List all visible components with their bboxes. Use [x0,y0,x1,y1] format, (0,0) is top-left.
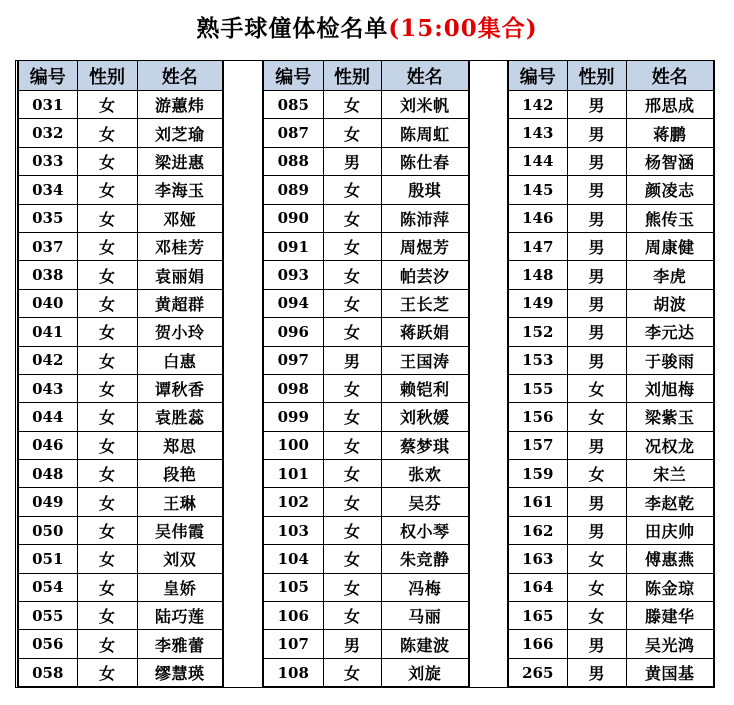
table-header-row [18,61,223,91]
table-row [508,602,714,630]
table-row [18,374,223,402]
cell-gender: 女 [567,602,626,630]
cell-number: 033 [18,147,77,175]
cell-name: 王国涛 [381,346,469,374]
cell-number: 161 [508,488,567,516]
cell-number: 101 [263,460,323,488]
cell-number: 100 [263,431,323,459]
cell-name: 刘双 [137,545,223,573]
cell-number: 051 [18,545,77,573]
table-row [18,658,223,687]
cell-name: 于骏雨 [626,346,714,374]
cell-name: 梁紫玉 [626,403,714,431]
cell-gender: 女 [323,289,381,317]
cell-number: 094 [263,289,323,317]
cell-number: 055 [18,602,77,630]
cell-name: 王长芝 [381,289,469,317]
cell-name: 段艳 [137,460,223,488]
header-gender: 性别 [567,61,626,91]
cell-name: 陈金琼 [626,573,714,601]
table-row [508,289,714,317]
cell-name: 周煜芳 [381,232,469,260]
cell-number: 096 [263,318,323,346]
cell-number: 159 [508,460,567,488]
table-row [508,91,714,119]
cell-name: 邓桂芳 [137,232,223,260]
cell-name: 吴伟霞 [137,516,223,544]
cell-name: 袁胜蕊 [137,403,223,431]
cell-name: 吴光鸿 [626,630,714,658]
table-row [263,403,469,431]
cell-name: 蒋跃娟 [381,318,469,346]
cell-number: 162 [508,516,567,544]
cell-name: 蔡梦琪 [381,431,469,459]
cell-name: 袁丽娟 [137,261,223,289]
table-row [508,318,714,346]
table-row [18,232,223,260]
cell-number: 089 [263,176,323,204]
table-row [18,488,223,516]
table-row [18,460,223,488]
cell-number: 098 [263,374,323,402]
cell-gender: 男 [567,658,626,687]
cell-name: 刘秋媛 [381,403,469,431]
cell-number: 090 [263,204,323,232]
cell-number: 163 [508,545,567,573]
table-row [18,630,223,658]
cell-gender: 女 [567,403,626,431]
table-row [263,658,469,687]
cell-gender: 女 [77,630,137,658]
cell-name: 马丽 [381,602,469,630]
cell-name: 邓娅 [137,204,223,232]
table-row [18,261,223,289]
header-gender: 性别 [77,61,137,91]
cell-number: 142 [508,91,567,119]
table-row [508,346,714,374]
cell-name: 谭秋香 [137,374,223,402]
table-row [18,346,223,374]
cell-name: 陈仕春 [381,147,469,175]
cell-number: 044 [18,403,77,431]
cell-name: 白惠 [137,346,223,374]
table-row [508,403,714,431]
table-row [263,204,469,232]
cell-number: 155 [508,374,567,402]
table-row [18,573,223,601]
cell-number: 056 [18,630,77,658]
cell-number: 165 [508,602,567,630]
cell-name: 赖铠利 [381,374,469,402]
cell-gender: 男 [323,346,381,374]
title-assembly-time: (15:00集合) [388,15,538,42]
cell-gender: 女 [323,261,381,289]
cell-gender: 男 [567,346,626,374]
roster-table-3 [507,60,715,688]
cell-number: 093 [263,261,323,289]
cell-gender: 女 [323,602,381,630]
cell-number: 144 [508,147,567,175]
table-row [263,573,469,601]
table-row [18,204,223,232]
cell-number: 108 [263,658,323,687]
cell-number: 164 [508,573,567,601]
cell-number: 153 [508,346,567,374]
cell-gender: 女 [77,289,137,317]
table-row [263,261,469,289]
roster-table-2 [262,60,470,688]
cell-gender: 男 [567,289,626,317]
cell-gender: 女 [77,204,137,232]
cell-gender: 女 [77,261,137,289]
table-row [263,488,469,516]
cell-number: 054 [18,573,77,601]
table-row [263,516,469,544]
roster-table-1 [17,60,224,688]
cell-name: 傅惠燕 [626,545,714,573]
table-row [508,261,714,289]
cell-name: 李海玉 [137,176,223,204]
cell-gender: 女 [77,545,137,573]
table-row [508,204,714,232]
table-row [263,119,469,147]
cell-gender: 男 [323,630,381,658]
cell-gender: 女 [323,545,381,573]
cell-gender: 女 [323,318,381,346]
cell-gender: 女 [323,374,381,402]
cell-name: 李虎 [626,261,714,289]
cell-gender: 女 [77,119,137,147]
cell-number: 104 [263,545,323,573]
cell-number: 148 [508,261,567,289]
cell-gender: 女 [77,658,137,687]
cell-number: 265 [508,658,567,687]
table-row [18,91,223,119]
table-row [508,545,714,573]
table-row [508,460,714,488]
cell-name: 陈周虹 [381,119,469,147]
cell-gender: 男 [567,91,626,119]
table-row [263,630,469,658]
header-number: 编号 [263,61,323,91]
table-row [263,602,469,630]
cell-gender: 男 [323,147,381,175]
table-row [18,147,223,175]
cell-name: 宋兰 [626,460,714,488]
cell-number: 043 [18,374,77,402]
cell-gender: 男 [567,488,626,516]
cell-gender: 女 [77,318,137,346]
cell-gender: 女 [323,431,381,459]
cell-gender: 女 [77,460,137,488]
header-name: 姓名 [381,61,469,91]
cell-name: 李元达 [626,318,714,346]
header-name: 姓名 [626,61,714,91]
cell-name: 冯梅 [381,573,469,601]
table-row [263,346,469,374]
table-row [263,318,469,346]
cell-gender: 女 [77,232,137,260]
table-row [18,516,223,544]
cell-number: 105 [263,573,323,601]
cell-gender: 女 [77,176,137,204]
table-row [18,176,223,204]
table-row [18,403,223,431]
cell-gender: 男 [567,119,626,147]
cell-number: 146 [508,204,567,232]
cell-name: 吴芬 [381,488,469,516]
cell-gender: 男 [567,630,626,658]
table-row [263,545,469,573]
cell-name: 陆巧莲 [137,602,223,630]
cell-name: 黄国基 [626,658,714,687]
cell-gender: 女 [77,147,137,175]
cell-gender: 女 [77,488,137,516]
cell-name: 李雅蕾 [137,630,223,658]
cell-name: 胡波 [626,289,714,317]
cell-name: 郑思 [137,431,223,459]
table-row [263,147,469,175]
cell-name: 权小琴 [381,516,469,544]
cell-name: 刘旋 [381,658,469,687]
cell-number: 156 [508,403,567,431]
cell-name: 田庆帅 [626,516,714,544]
cell-number: 103 [263,516,323,544]
table-row [18,289,223,317]
cell-number: 097 [263,346,323,374]
cell-gender: 女 [567,545,626,573]
cell-name: 皇娇 [137,573,223,601]
cell-name: 周康健 [626,232,714,260]
table-row [263,176,469,204]
cell-gender: 女 [77,431,137,459]
cell-number: 166 [508,630,567,658]
table-row [263,431,469,459]
cell-number: 041 [18,318,77,346]
cell-number: 040 [18,289,77,317]
cell-name: 熊传玉 [626,204,714,232]
cell-gender: 女 [77,91,137,119]
cell-gender: 女 [77,346,137,374]
table-row [508,630,714,658]
cell-name: 刘米帆 [381,91,469,119]
table-row [508,119,714,147]
cell-number: 034 [18,176,77,204]
cell-name: 蒋鹏 [626,119,714,147]
cell-name: 邢思成 [626,91,714,119]
cell-number: 087 [263,119,323,147]
cell-gender: 女 [77,573,137,601]
table-row [263,374,469,402]
cell-gender: 男 [567,261,626,289]
cell-name: 刘旭梅 [626,374,714,402]
cell-gender: 女 [323,488,381,516]
cell-gender: 女 [323,460,381,488]
cell-name: 游蕙炜 [137,91,223,119]
cell-name: 张欢 [381,460,469,488]
cell-number: 152 [508,318,567,346]
cell-gender: 女 [323,658,381,687]
cell-name: 李赵乾 [626,488,714,516]
cell-gender: 男 [567,318,626,346]
table-row [18,318,223,346]
table-row [508,516,714,544]
cell-name: 帕芸汐 [381,261,469,289]
table-row [508,573,714,601]
table-row [263,460,469,488]
cell-name: 况权龙 [626,431,714,459]
table-header-row [508,61,714,91]
cell-number: 106 [263,602,323,630]
cell-name: 颜凌志 [626,176,714,204]
header-gender: 性别 [323,61,381,91]
cell-gender: 女 [323,176,381,204]
cell-gender: 女 [323,91,381,119]
cell-number: 099 [263,403,323,431]
table-row [508,232,714,260]
table-header-row [263,61,469,91]
cell-name: 陈建波 [381,630,469,658]
cell-gender: 男 [567,232,626,260]
cell-gender: 女 [567,460,626,488]
table-row [508,658,714,687]
table-row [263,91,469,119]
cell-number: 037 [18,232,77,260]
cell-number: 085 [263,91,323,119]
cell-number: 088 [263,147,323,175]
cell-name: 杨智涵 [626,147,714,175]
table-row [508,431,714,459]
cell-gender: 女 [77,374,137,402]
cell-gender: 女 [323,573,381,601]
cell-gender: 女 [77,602,137,630]
cell-number: 050 [18,516,77,544]
cell-number: 107 [263,630,323,658]
cell-number: 049 [18,488,77,516]
table-row [18,545,223,573]
cell-number: 143 [508,119,567,147]
cell-number: 038 [18,261,77,289]
cell-name: 滕建华 [626,602,714,630]
cell-name: 贺小玲 [137,318,223,346]
table-row [263,289,469,317]
cell-gender: 女 [567,573,626,601]
cell-name: 梁进惠 [137,147,223,175]
cell-name: 黄超群 [137,289,223,317]
table-row [508,374,714,402]
table-row [508,488,714,516]
cell-number: 091 [263,232,323,260]
cell-gender: 女 [77,516,137,544]
table-row [18,119,223,147]
cell-name: 殷琪 [381,176,469,204]
cell-gender: 男 [567,176,626,204]
cell-number: 042 [18,346,77,374]
table-row [263,232,469,260]
cell-number: 147 [508,232,567,260]
cell-gender: 男 [567,204,626,232]
cell-gender: 女 [77,403,137,431]
page-title [0,10,734,43]
cell-gender: 男 [567,431,626,459]
cell-name: 陈沛萍 [381,204,469,232]
header-number: 编号 [18,61,77,91]
cell-gender: 女 [323,204,381,232]
cell-name: 刘芝瑜 [137,119,223,147]
cell-gender: 男 [567,147,626,175]
cell-number: 046 [18,431,77,459]
cell-number: 157 [508,431,567,459]
cell-gender: 女 [323,403,381,431]
cell-number: 145 [508,176,567,204]
cell-number: 035 [18,204,77,232]
table-row [18,602,223,630]
cell-number: 032 [18,119,77,147]
cell-name: 朱竞静 [381,545,469,573]
cell-number: 031 [18,91,77,119]
cell-gender: 女 [567,374,626,402]
header-name: 姓名 [137,61,223,91]
cell-number: 149 [508,289,567,317]
cell-gender: 女 [323,232,381,260]
cell-gender: 女 [323,119,381,147]
table-row [508,147,714,175]
cell-gender: 女 [323,516,381,544]
cell-number: 102 [263,488,323,516]
cell-name: 王琳 [137,488,223,516]
cell-number: 048 [18,460,77,488]
cell-number: 058 [18,658,77,687]
table-row [508,176,714,204]
cell-name: 缪慧瑛 [137,658,223,687]
title-main: 熟手球僮体检名单 [196,15,389,42]
table-row [18,431,223,459]
cell-gender: 男 [567,516,626,544]
header-number: 编号 [508,61,567,91]
